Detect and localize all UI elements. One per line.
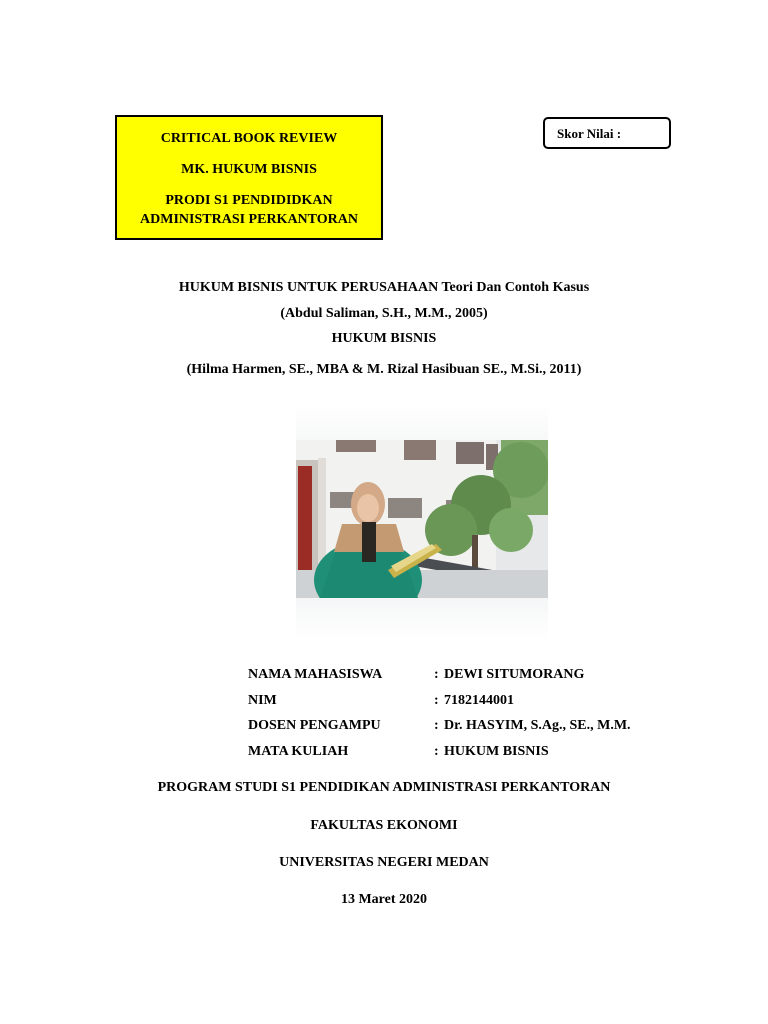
faculty-name: FAKULTAS EKONOMI [310, 818, 458, 833]
student-photo [296, 440, 548, 598]
student-info [248, 667, 631, 769]
title-box [115, 115, 383, 240]
info-value-course: HUKUM BISNIS [444, 743, 549, 759]
info-row-nim [248, 693, 631, 719]
title-line-program-cont: ADMINISTRASI PERKANTORAN [140, 212, 358, 227]
title-line-course: MK. HUKUM BISNIS [181, 162, 317, 177]
university-name: UNIVERSITAS NEGERI MEDAN [279, 855, 489, 870]
book1-author: (Abdul Saliman, S.H., M.M., 2005) [280, 306, 488, 321]
book1-title-bold: HUKUM BISNIS UNTUK PERUSAHAAN [178, 280, 439, 295]
info-separator: : [434, 667, 439, 682]
info-value-nim: 7182144001 [444, 692, 514, 708]
info-separator: : [434, 718, 439, 733]
book1-title-rest: Teori Dan Contoh Kasus [441, 280, 590, 295]
score-box [543, 117, 671, 149]
info-label-course: MATA KULIAH [248, 743, 349, 759]
info-separator: : [434, 743, 439, 759]
student-photo-illustration [296, 440, 548, 598]
info-label-name: NAMA MAHASISWA [248, 667, 383, 682]
info-value-lecturer: Dr. HASYIM, S.Ag., SE., M.M. [444, 718, 631, 733]
document-date: 13 Maret 2020 [340, 892, 428, 907]
title-line-critical-book-review: CRITICAL BOOK REVIEW [160, 131, 338, 146]
info-separator: : [434, 692, 439, 708]
info-row-course [248, 744, 631, 770]
program-name: PROGRAM STUDI S1 PENDIDIKAN ADMINISTRASI PERKANTORAN [157, 780, 611, 795]
book2-title: HUKUM BISNIS [331, 331, 437, 346]
info-row-lecturer [248, 718, 631, 744]
title-line-program: PRODI S1 PENDIDIDKAN [165, 193, 333, 208]
info-row-name [248, 667, 631, 693]
info-label-nim: NIM [248, 692, 277, 708]
score-label: Skor Nilai : [557, 126, 622, 141]
book1-title [0, 280, 768, 296]
book2-author: (Hilma Harmen, SE., MBA & M. Rizal Hasibuan SE., M.Si., 2011) [186, 362, 582, 377]
info-label-lecturer: DOSEN PENGAMPU [248, 718, 381, 733]
info-value-name: DEWI SITUMORANG [444, 667, 585, 682]
